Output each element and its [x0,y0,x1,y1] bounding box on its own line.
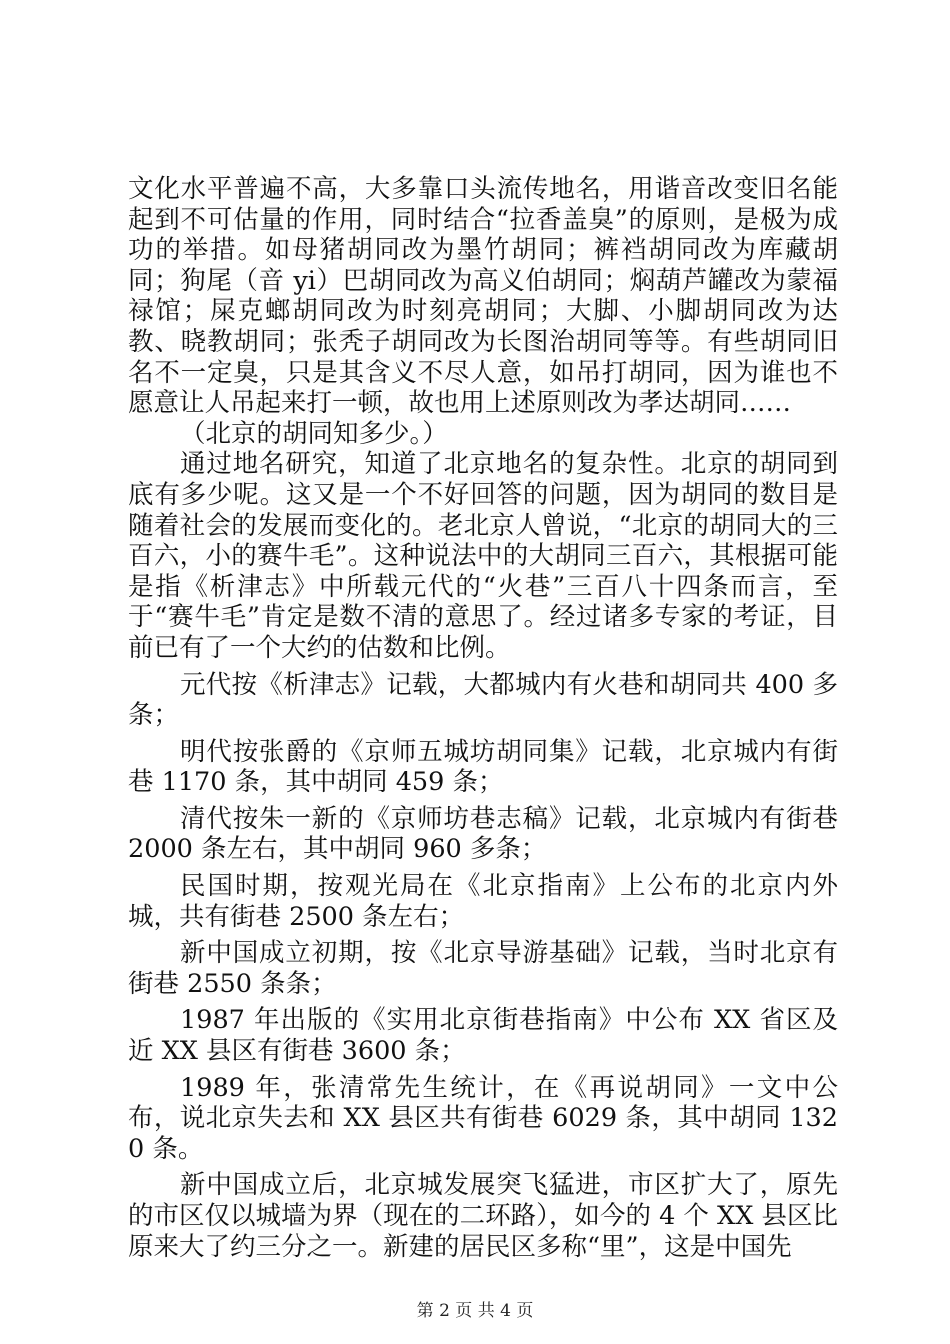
paragraph-qing-dynasty: 清代按朱一新的《京师坊巷志稿》记载，北京城内有街巷 2000 条左右，其中胡同 960 多条； [128,803,838,865]
document-body [128,174,838,1262]
paragraph-section-heading: （北京的胡同知多少。） [180,418,448,449]
paragraph-ming-dynasty: 明代按张爵的《京师五城坊胡同集》记载，北京城内有街巷 1170 条，其中胡同 459 条； [128,736,838,798]
paragraph-1987: 1987 年出版的《实用北京街巷指南》中公布 XX 省区及近 XX 县区有街巷 3600 条； [128,1005,838,1067]
paragraph-early-prc: 新中国成立初期，按《北京导游基础》记载，当时北京有街巷 2550 条条； [128,938,838,999]
paragraph-yuan-dynasty: 元代按《析津志》记载，大都城内有火巷和胡同共 400 多条； [128,669,838,731]
paragraph-1989: 1989 年，张清常先生统计，在《再说胡同》一文中公布，说北京失去和 XX 县区共有街巷 6029 条，其中胡同 1320 条。 [128,1072,838,1164]
paragraph-hutong-count-intro: 通过地名研究，知道了北京地名的复杂性。北京的胡同到底有多少呢。这又是一个不好回答的问题，因为胡同的数目是随着社会的发展而变化的。老北京人曾说，“北京的胡同大的三百六，小的赛牛毛”。这种说法中的大胡同三百六，其根据可能是指《析津志》中所载元代的“火巷”三百八十四条而言，至于“赛牛毛”肯定是数不清的意思了。经过诸多专家的考证，目前已有了一个大约的估数和比例。 [128,449,838,663]
paragraph-republic-era: 民国时期，按观光局在《北京指南》上公布的北京内外城，共有街巷 2500 条左右； [128,871,838,932]
page-footer [0,1300,950,1322]
paragraph-post-founding: 新中国成立后，北京城发展突飞猛进，市区扩大了，原先的市区仅以城墙为界（现在的二环路），如今的 4 个 XX 县区比原来大了约三分之一。新建的居民区多称“里”，这是中国先 [128,1170,838,1262]
paragraph-rename-examples: 文化水平普遍不高，大多靠口头流传地名，用谐音改变旧名能起到不可估量的作用，同时结合“拉香盖臭”的原则，是极为成功的举措。如母猪胡同改为墨竹胡同；裤裆胡同改为库藏胡同；狗尾（音 yi）巴胡同改为高义伯胡同；焖葫芦罐改为蒙福禄馆；屎克螂胡同改为时刻亮胡同；大脚、小脚胡同改为达教、晓教胡同；张秃子胡同改为长图治胡同等等。有些胡同旧名不一定臭，只是其含义不尽人意，如吊打胡同，因为谁也不愿意让人吊起来打一顿，故也用上述原则改为孝达胡同…… [128,174,838,419]
page-indicator: 第 2 页 共 4 页 [416,1301,534,1321]
